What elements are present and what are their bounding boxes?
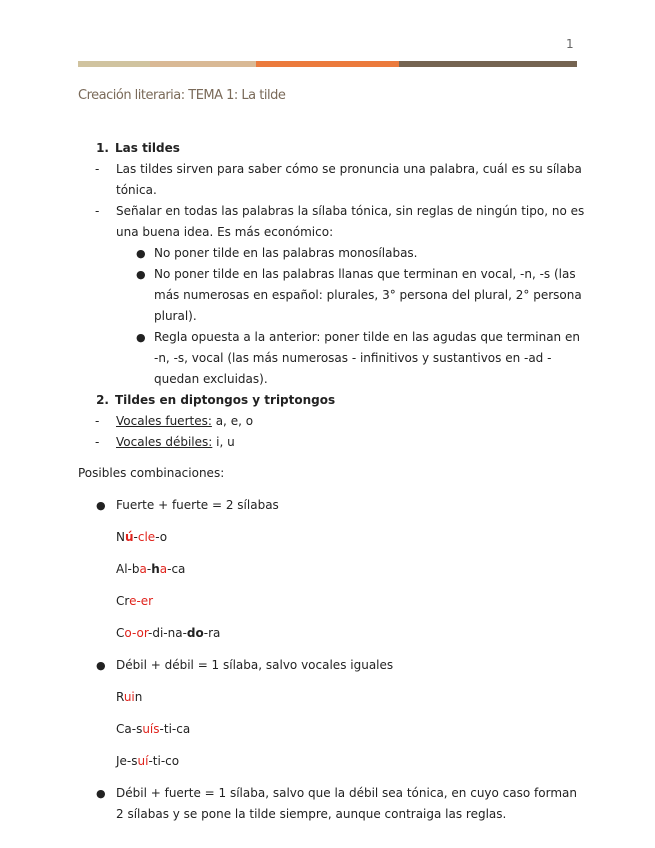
- color-bar-segment: [256, 61, 399, 67]
- section-title: Las tildes: [115, 141, 180, 155]
- bullet-marker: ●: [136, 331, 146, 344]
- bullet-marker: ●: [136, 268, 146, 281]
- syllable-segment: N: [116, 530, 125, 544]
- syllable-segment: uís: [142, 722, 160, 736]
- syllable-example: [116, 591, 588, 612]
- syllable-example: [116, 751, 588, 772]
- bullet-item: [116, 264, 588, 327]
- vowel-value: a, e, o: [211, 414, 254, 428]
- document-header: Creación literaria: TEMA 1: La tilde: [78, 88, 286, 103]
- combination-rule-text: Fuerte + fuerte = 2 sílabas: [116, 498, 279, 512]
- syllable-example: [116, 719, 588, 740]
- syllable-segment: -ti-ca: [159, 722, 191, 736]
- syllable-example: [116, 527, 588, 548]
- syllable-segment: ú: [124, 530, 134, 544]
- bullet-marker: ●: [96, 659, 106, 672]
- vowel-value: i, u: [212, 435, 235, 449]
- color-bar-segment: [78, 61, 150, 67]
- syllable-segment: ui: [123, 690, 135, 704]
- syllable-segment: Ca-s: [116, 722, 143, 736]
- bullet-item-text: No poner tilde en las palabras llanas que terminan en vocal, -n, -s (las más numerosas en español: plurales, 3° persona del plural, 2° persona plural).: [154, 267, 582, 323]
- bullet-item-text: Regla opuesta a la anterior: poner tilde en las agudas que terminan en -n, -s, vocal (las más numerosas - infinitivos y sustantivos en -ad - quedan excluidas).: [154, 330, 580, 386]
- dash-marker: -: [95, 414, 100, 428]
- bullet-item-text: No poner tilde en las palabras monosílabas.: [154, 246, 418, 260]
- dash-marker: -: [95, 162, 100, 176]
- dash-item-text: Señalar en todas las palabras la sílaba tónica, sin reglas de ningún tipo, no es una buena idea. Es más económico:: [116, 204, 585, 239]
- combinations-list: [78, 495, 588, 825]
- syllable-segment: R: [116, 690, 124, 704]
- bullet-marker: ●: [136, 247, 146, 260]
- section-heading: [78, 138, 588, 159]
- color-bar-segment: [150, 61, 256, 67]
- dash-item: [78, 159, 588, 201]
- header-color-bar: [78, 61, 577, 67]
- syllable-segment: e-er: [129, 594, 154, 608]
- syllable-segment: do: [186, 626, 204, 640]
- syllable-example: [116, 687, 588, 708]
- syllable-segment: a: [139, 562, 147, 576]
- combination-rule-text: Débil + débil = 1 sílaba, salvo vocales iguales: [116, 658, 394, 672]
- syllable-segment: -di-na-: [148, 626, 187, 640]
- combination-rule: [78, 495, 588, 516]
- syllable-segment: Cr: [116, 594, 130, 608]
- syllable-example: [116, 623, 588, 644]
- syllable-segment: -: [133, 530, 138, 544]
- color-bar-segment: [399, 61, 577, 67]
- syllable-segment: -ca: [167, 562, 186, 576]
- syllable-segment: h: [151, 562, 160, 576]
- syllable-segment: uí: [137, 754, 149, 768]
- dash-item: [78, 201, 588, 243]
- vowel-label: Vocales fuertes:: [116, 414, 212, 428]
- combination-rule: [78, 783, 588, 825]
- syllable-segment: cle: [137, 530, 156, 544]
- dash-item-text: Las tildes sirven para saber cómo se pronuncia una palabra, cuál es su sílaba tónica.: [116, 162, 582, 197]
- combination-rule: [78, 655, 588, 676]
- syllable-segment: -ra: [203, 626, 221, 640]
- combination-rule-text: Débil + fuerte = 1 sílaba, salvo que la débil sea tónica, en cuyo caso forman 2 sílabas y se pone la tilde siempre, aunque contraiga las reglas.: [116, 786, 577, 821]
- combinations-intro: Posibles combinaciones:: [78, 466, 225, 480]
- dash-marker: -: [95, 204, 100, 218]
- section-number: 2.: [96, 393, 109, 407]
- vowel-label: Vocales débiles:: [116, 435, 213, 449]
- section-number: 1.: [96, 141, 109, 155]
- section-title: Tildes en diptongos y triptongos: [115, 393, 336, 407]
- syllable-segment: C: [116, 626, 125, 640]
- dash-item: [78, 432, 588, 453]
- document-body: [78, 138, 588, 825]
- syllable-segment: o-or: [124, 626, 149, 640]
- section-heading: [78, 390, 588, 411]
- syllable-segment: Je-s: [116, 754, 138, 768]
- syllable-segment: -: [146, 562, 152, 576]
- syllable-segment: n: [134, 690, 143, 704]
- syllable-segment: -ti-co: [148, 754, 180, 768]
- bullet-item: [116, 243, 588, 264]
- syllable-segment: -o: [155, 530, 168, 544]
- page-number: 1: [566, 37, 574, 51]
- syllable-segment: Al-b: [116, 562, 140, 576]
- syllable-example: [116, 559, 588, 580]
- bullet-marker: ●: [96, 787, 106, 800]
- bullet-marker: ●: [96, 499, 106, 512]
- dash-marker: -: [95, 435, 100, 449]
- dash-item: [78, 411, 588, 432]
- bullet-item: [116, 327, 588, 390]
- syllable-segment: a: [159, 562, 168, 576]
